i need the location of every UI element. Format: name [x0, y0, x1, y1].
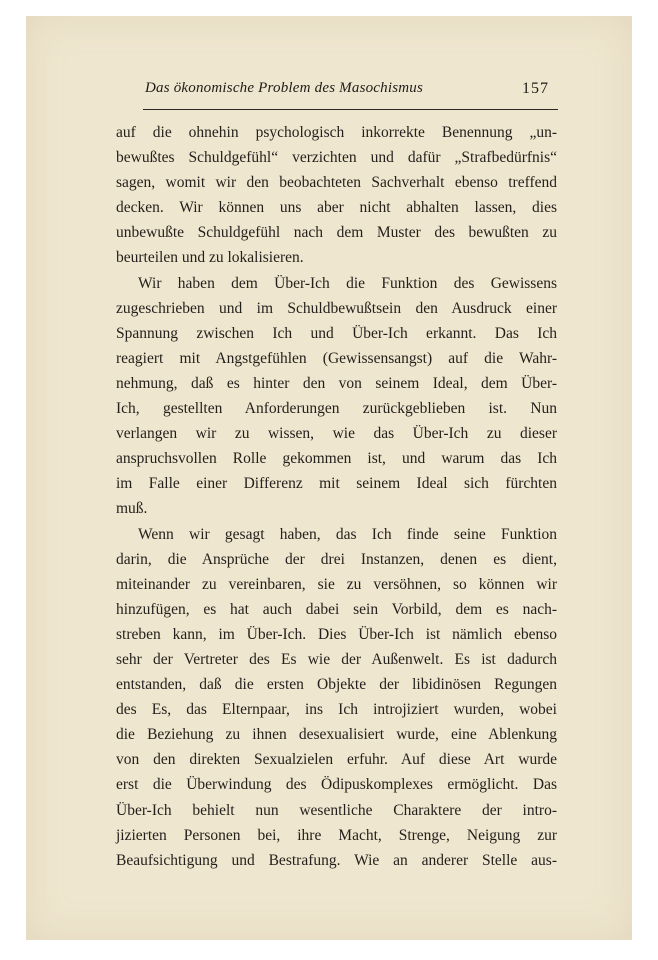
running-header	[117, 72, 557, 104]
text-line: zugeschrieben und im Schuldbewußtsein den Ausdruck einer	[116, 299, 557, 317]
running-header-title: Das ökonomische Problem des Masochismus	[145, 80, 424, 96]
text-line: sagen, womit wir den beobachteten Sachverhalt ebenso treffend	[116, 174, 557, 192]
text-line: Über-Ich behielt nun wesentliche Charaktere der intro-	[116, 801, 557, 819]
text-line: erst die Überwindung des Ödipuskomplexes ermöglicht. Das	[116, 776, 557, 794]
text-line: im Falle einer Differenz mit seinem Ideal sich fürchten	[116, 475, 557, 493]
paragraph	[116, 120, 557, 271]
text-line: streben kann, im Über-Ich. Dies Über-Ich ist nämlich ebenso	[116, 625, 557, 643]
text-line: jizierten Personen bei, ihre Macht, Strenge, Neigung zur	[116, 826, 557, 844]
text-line: Spannung zwischen Ich und Über-Ich erkannt. Das Ich	[116, 324, 557, 342]
text-line: Wenn wir gesagt haben, das Ich finde seine Funktion	[138, 525, 557, 543]
text-line: die Beziehung zu ihnen desexualisiert wurde, eine Ablenkung	[116, 726, 557, 744]
text-line: Beaufsichtigung und Bestrafung. Wie an anderer Stelle aus-	[116, 851, 557, 869]
text-line: des Es, das Elternpaar, ins Ich introjiziert wurden, wobei	[116, 701, 557, 719]
text-line: von den direkten Sexualzielen erfuhr. Auf diese Art wurde	[116, 751, 557, 769]
paragraph	[116, 522, 557, 873]
text-line: bewußtes Schuldgefühl“ verzichten und dafür „Strafbedürfnis“	[116, 149, 557, 167]
text-line: hinzufügen, es hat auch dabei sein Vorbild, dem es nach-	[116, 600, 557, 618]
page-number: 157	[522, 80, 549, 97]
text-line: nehmung, daß es hinter den von seinem Ideal, dem Über-	[116, 374, 557, 392]
text-line: anspruchsvollen Rolle gekommen ist, und warum das Ich	[116, 450, 557, 468]
text-line: muß.	[116, 500, 148, 518]
text-line: verlangen wir zu wissen, wie das Über-Ich zu dieser	[116, 425, 557, 443]
text-line: unbewußte Schuldgefühl nach dem Muster des bewußten zu	[116, 224, 557, 242]
text-line: sehr der Vertreter des Es wie der Außenwelt. Es ist dadurch	[116, 650, 557, 668]
paragraph	[116, 271, 557, 522]
text-line: reagiert mit Angstgefühlen (Gewissensangst) auf die Wahr-	[116, 349, 557, 367]
text-line: darin, die Ansprüche der drei Instanzen, denen es dient,	[116, 550, 557, 568]
text-line: Wir haben dem Über-Ich die Funktion des Gewissens	[138, 274, 557, 292]
text-line: decken. Wir können uns aber nicht abhalten lassen, dies	[116, 199, 557, 217]
text-line: miteinander zu vereinbaren, sie zu versöhnen, so können wir	[116, 575, 557, 593]
text-line: auf die ohnehin psychologisch inkorrekte Benennung „un-	[116, 124, 557, 141]
text-line: Ich, gestellten Anforderungen zurückgeblieben ist. Nun	[116, 400, 557, 418]
body-text	[116, 120, 557, 873]
text-line: beurteilen und zu lokalisieren.	[116, 249, 304, 267]
header-rule	[143, 109, 558, 110]
text-line: entstanden, daß die ersten Objekte der libidinösen Regungen	[116, 676, 557, 694]
